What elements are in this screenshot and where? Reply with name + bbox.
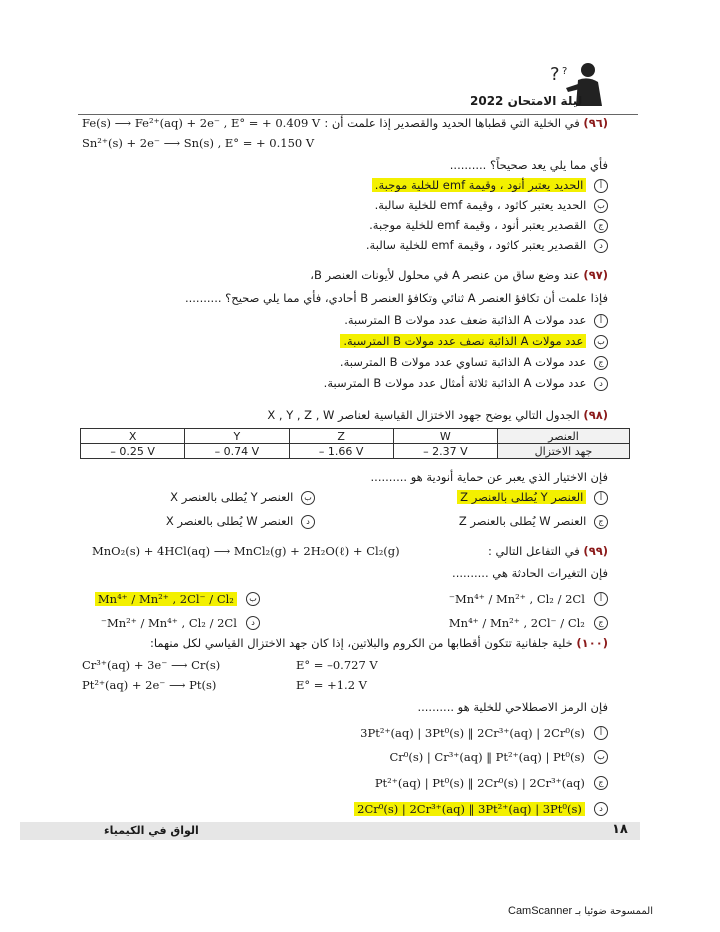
q96-equation-2: Sn²⁺(s) + 2e⁻ ⟶ Sn(s) , E° = + 0.150 V	[82, 136, 315, 150]
q97-stem-text: عند وضع ساق من عنصر A في محلول لأيونات العنصر B،	[310, 268, 580, 282]
q99-stem-text: في التفاعل التالي :	[488, 544, 580, 558]
q99-question: فإن التغيرات الحادثة هي ..........	[452, 566, 608, 580]
option-marker-d: د	[301, 515, 315, 529]
q98-stem-text: الجدول التالي يوضح جهود الاختزال القياسية لعناصر X , Y , Z , W	[267, 408, 580, 422]
q98-option-a-text: العنصر Y يُطلى بالعنصر Z	[457, 490, 586, 504]
table-cell: – 2.37 V	[393, 444, 497, 459]
q99-option-b-text: Mn⁴⁺ / Mn²⁺ , 2Cl⁻ / Cl₂	[95, 592, 237, 606]
table-cell: Y	[185, 429, 289, 444]
table-cell: – 1.66 V	[289, 444, 393, 459]
q100-equation-1: Cr³⁺(aq) + 3e⁻ ⟶ Cr(s)	[82, 658, 221, 672]
option-marker-d: د	[594, 239, 608, 253]
q97-option-b-text: عدد مولات A الذائبة نصف عدد مولات B المترسبة.	[340, 334, 586, 348]
q98-option-b-text: العنصر Y يُطلى بالعنصر X	[170, 490, 294, 504]
option-marker-a: أ	[594, 726, 608, 740]
q98-option-c[interactable]	[459, 514, 608, 529]
q100-stem-text: خلية جلفانية تتكون أقطابها من الكروم والبلاتين، إذا كان جهد الاختزال القياسي لكل منهما:	[150, 636, 573, 650]
q98-option-d[interactable]	[166, 514, 315, 529]
q97-question: فإذا علمت أن تكافؤ العنصر A ثنائي وتكافؤ العنصر B أحادي، فأي مما يلي صحيح؟ ..........	[184, 291, 608, 305]
q96-option-b[interactable]	[375, 198, 608, 213]
q99-option-c-text: Mn⁴⁺ / Mn²⁺ , 2Cl⁻ / Cl₂	[448, 616, 585, 630]
option-marker-b: ب	[594, 750, 608, 764]
q100-option-c-text: Pt²⁺(aq) | Pt⁰(s) ‖ 2Cr⁰(s) | 2Cr³⁺(aq)	[374, 776, 585, 790]
q100-option-b-text: Cr⁰(s) | Cr³⁺(aq) ‖ Pt²⁺(aq) | Pt⁰(s)	[389, 750, 585, 764]
table-row	[81, 444, 630, 459]
table-cell: العنصر	[497, 429, 629, 444]
option-marker-c: ج	[594, 219, 608, 233]
table-cell: W	[393, 429, 497, 444]
option-marker-d: د	[594, 377, 608, 391]
scanner-watermark	[508, 905, 653, 917]
q100-option-c[interactable]	[375, 772, 608, 791]
header-divider	[78, 114, 638, 115]
footer-page-number: ١٨	[612, 822, 628, 837]
q96-stem-text: في الخلية التي قطباها الحديد والقصدير إذا علمت أن :	[324, 116, 580, 130]
option-marker-a: أ	[594, 179, 608, 193]
q100-potential-1: E° = –0.727 V	[296, 658, 378, 672]
q98-option-a[interactable]	[457, 490, 608, 505]
option-marker-d: د	[594, 802, 608, 816]
option-marker-c: ج	[594, 616, 608, 630]
option-marker-a: أ	[594, 592, 608, 606]
q98-question: فإن الاختيار الذي يعبر عن حماية أنودية هو ..........	[370, 470, 608, 484]
q97-option-b[interactable]	[340, 334, 608, 349]
option-marker-b: ب	[301, 491, 315, 505]
exam-title: ليلة الامتحان 2022	[470, 94, 583, 108]
scanner-app: CamScanner	[508, 905, 573, 917]
table-cell: جهد الاختزال	[497, 444, 629, 459]
table-cell: X	[81, 429, 185, 444]
q100-potential-2: E° = +1.2 V	[296, 678, 367, 692]
option-marker-c: ج	[594, 515, 608, 529]
q96-option-a-text: الحديد يعتبر أنود ، وقيمة emf للخلية موجبة.	[372, 178, 587, 192]
table-cell: – 0.25 V	[81, 444, 185, 459]
q99-option-c[interactable]	[449, 612, 608, 631]
q96-option-d-text: القصدير يعتبر كاثود ، وقيمة emf للخلية سالبة.	[365, 238, 587, 252]
q99-option-a[interactable]	[449, 588, 608, 607]
q100-number: (١٠٠)	[576, 636, 608, 650]
q100-question: فإن الرمز الاصطلاحي للخلية هو ..........	[417, 700, 608, 714]
q97-option-a-text: عدد مولات A الذائبة ضعف عدد مولات B المترسبة.	[344, 313, 587, 327]
q99-option-d[interactable]	[101, 612, 260, 631]
q96-option-d[interactable]	[366, 238, 608, 253]
q99-stem	[488, 544, 608, 558]
option-marker-a: أ	[594, 491, 608, 505]
q99-option-d-text: Mn²⁺ / Mn⁴⁺ , Cl₂ / 2Cl⁻	[100, 616, 237, 630]
q100-equation-2: Pt²⁺(aq) + 2e⁻ ⟶ Pt(s)	[82, 678, 217, 692]
option-marker-b: ب	[246, 592, 260, 606]
q100-option-d[interactable]	[354, 798, 608, 817]
footer-book-title: الواق في الكيمياء	[104, 824, 199, 837]
q96-question: فأي مما يلي يعد صحيحاً؟ ..........	[449, 158, 608, 172]
q98-stem	[267, 408, 608, 422]
q99-number: (٩٩)	[583, 544, 608, 558]
q99-reaction: MnO₂(s) + 4HCl(aq) ⟶ MnCl₂(g) + 2H₂O(ℓ) + Cl₂(g)	[92, 544, 400, 558]
q98-option-c-text: العنصر W يُطلى بالعنصر Z	[458, 514, 587, 528]
q100-option-a-text: 3Pt²⁺(aq) | 3Pt⁰(s) ‖ 2Cr³⁺(aq) | 2Cr⁰(s)	[360, 726, 585, 740]
option-marker-c: ج	[594, 356, 608, 370]
q96-number: (٩٦)	[583, 116, 608, 130]
svg-text:?: ?	[550, 64, 560, 85]
q97-option-d-text: عدد مولات A الذائبة ثلاثة أمثال عدد مولات B المترسبة.	[323, 376, 587, 390]
q97-option-c-text: عدد مولات A الذائبة تساوي عدد مولات B المترسبة.	[339, 355, 587, 369]
q96-stem	[324, 116, 608, 130]
option-marker-b: ب	[594, 335, 608, 349]
q98-option-d-text: العنصر W يُطلى بالعنصر X	[165, 514, 294, 528]
svg-text:?: ?	[562, 66, 568, 77]
table-cell: – 0.74 V	[185, 444, 289, 459]
q97-option-d[interactable]	[324, 376, 608, 391]
q96-option-c[interactable]	[369, 218, 608, 233]
q96-option-a[interactable]	[372, 178, 608, 193]
q100-option-b[interactable]	[389, 746, 608, 765]
q98-number: (٩٨)	[583, 408, 608, 422]
q100-stem	[150, 636, 608, 650]
q99-option-b[interactable]	[95, 588, 260, 607]
q100-option-a[interactable]	[360, 722, 608, 741]
q97-option-a[interactable]	[344, 313, 608, 328]
option-marker-d: د	[246, 616, 260, 630]
q98-option-b[interactable]	[170, 490, 315, 505]
q96-option-c-text: القصدير يعتبر أنود ، وقيمة emf للخلية موجبة.	[369, 218, 587, 232]
option-marker-a: أ	[594, 314, 608, 328]
q97-stem	[310, 268, 608, 282]
option-marker-b: ب	[594, 199, 608, 213]
q96-equation-1: Fe(s) ⟶ Fe²⁺(aq) + 2e⁻ , E° = + 0.409 V	[82, 116, 321, 130]
reduction-potential-table	[80, 428, 630, 459]
q97-number: (٩٧)	[583, 268, 608, 282]
option-marker-c: ج	[594, 776, 608, 790]
scanner-label: الممسوحة ضوئيا بـ	[575, 906, 653, 917]
q96-option-b-text: الحديد يعتبر كاثود ، وقيمة emf للخلية سالبة.	[374, 198, 587, 212]
q99-option-a-text: Mn⁴⁺ / Mn²⁺ , Cl₂ / 2Cl⁻	[448, 592, 585, 606]
table-header-row	[81, 429, 630, 444]
q100-option-d-text: 2Cr⁰(s) | 2Cr³⁺(aq) ‖ 3Pt²⁺(aq) | 3Pt⁰(s)	[354, 802, 585, 816]
q97-option-c[interactable]	[340, 355, 608, 370]
table-cell: Z	[289, 429, 393, 444]
